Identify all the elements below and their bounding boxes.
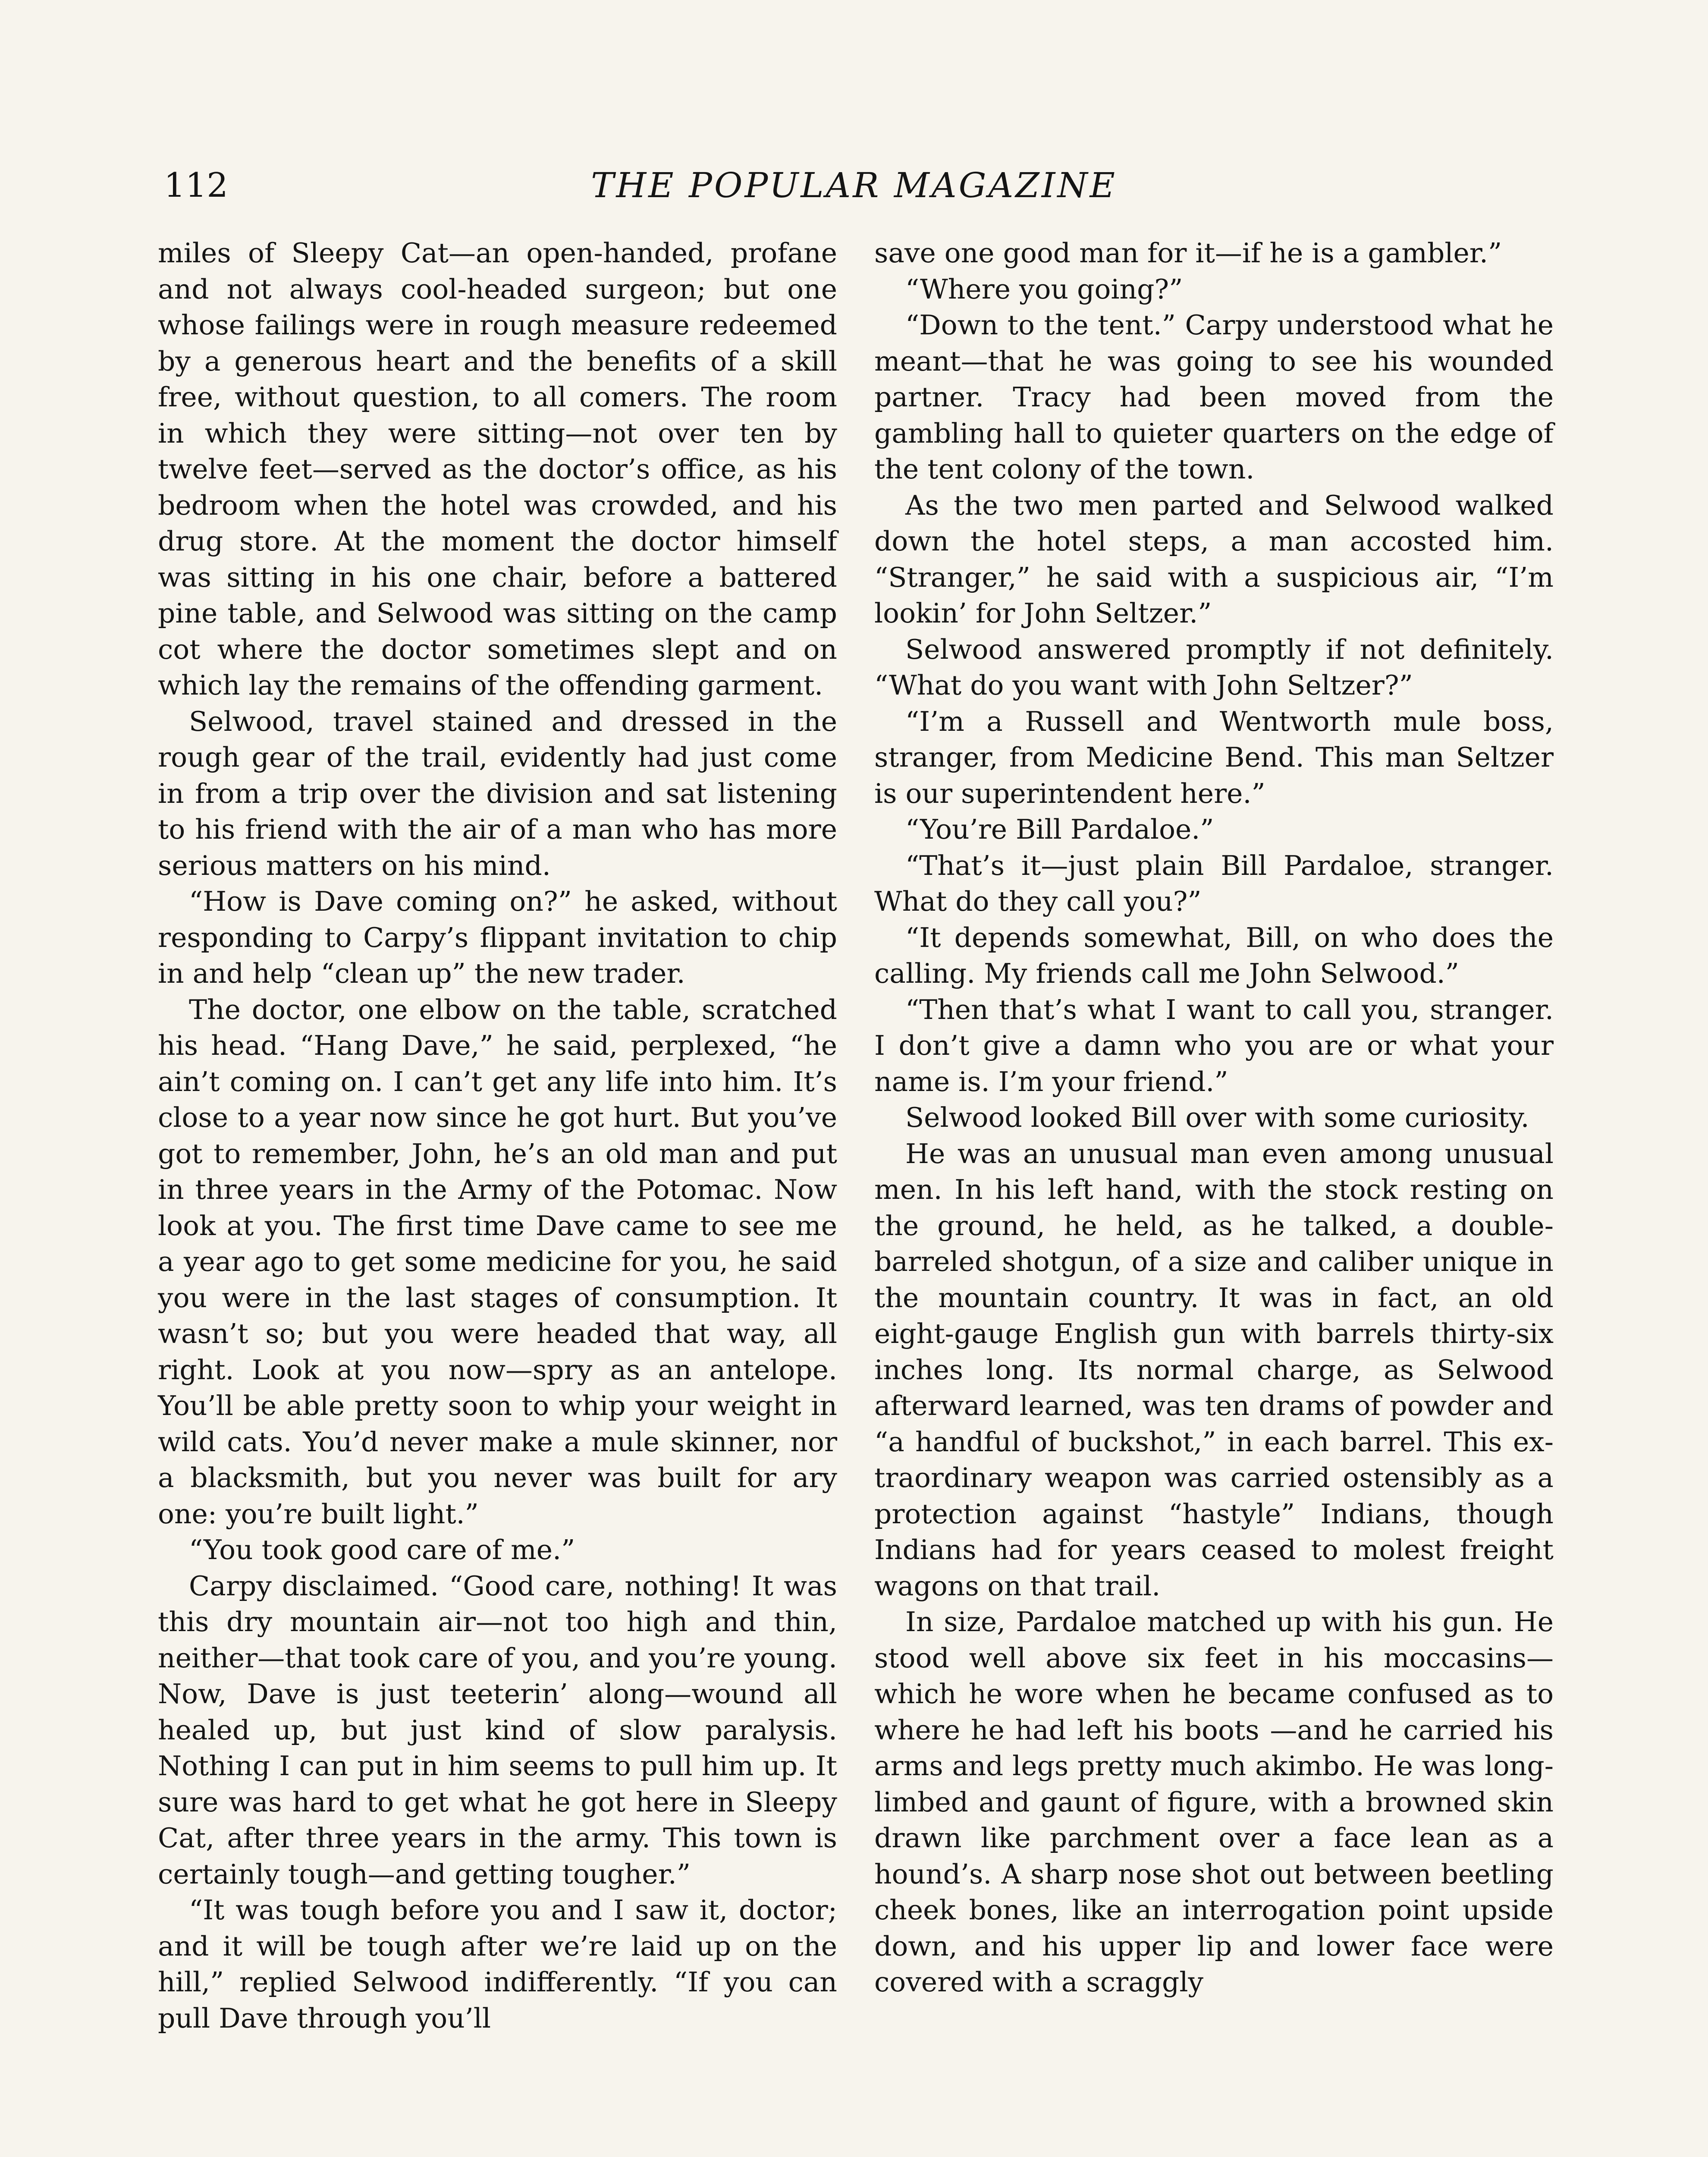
text-column-left [158, 235, 837, 2036]
paragraph: Selwood, travel stained and dressed in the rough gear of the trail, evidently had just come in from a trip over the division and sat listening to his friend with the air of a man who has more serious matters on his mind. [158, 705, 837, 881]
paragraph: “That’s it—just plain Bill Pardaloe, stranger. What do they call you?” [874, 849, 1554, 917]
page-header [158, 164, 1550, 207]
paragraph: “It depends somewhat, Bill, on who does the calling. My friends call me John Selwood.” [874, 921, 1554, 989]
paragraph: “How is Dave coming on?” he asked, without responding to Carpy’s flippant invitation to chip in and help “clean up” the new trader. [158, 886, 837, 989]
paragraph: “Where you going?” [905, 273, 1183, 305]
page-number: 112 [164, 166, 228, 205]
paragraph: save one good man for it—if he is a gambler.” [874, 237, 1502, 269]
paragraph: “It was tough before you and I saw it, doctor; and it will be tough after we’re laid up on the hill,” replied Selwood indifferently. “If you can pull Dave through you’ll [158, 1894, 837, 2034]
paragraph: “Down to the tent.” Carpy understood what he meant—that he was going to see his wounded partner. Tracy had been moved from the gambling hall to quieter quarters on the edge of the tent colony of the town. [874, 309, 1554, 485]
paragraph: He was an unusual man even among unusual men. In his left hand, with the stock resting on the ground, he held, as he talked, a double-barreled shotgun, of a size and caliber unique in the mountain country. It was in fact, an old eight-gauge English gun with barrels thirty-six inches long. Its normal charge, as Selwood afterward learned, was ten drams of powder and “a handful of buckshot,” in each barrel. This extraordinary weapon was carried ostensibly as a protection against “hastyle” Indians, though Indians had for years ceased to molest freight wagons on that trail. [874, 1138, 1554, 1602]
paragraph: miles of Sleepy Cat—an open-handed, profane and not always cool-headed surgeon; but one whose failings were in rough measure redeemed by a generous heart and the benefits of a skill free, without question, to all comers. The room in which they were sitting—not over ten by twelve feet—served as the doctor’s office, as his bedroom when the hotel was crowded, and his drug store. At the moment the doctor himself was sitting in his one chair, before a battered pine table, and Selwood was sitting on the camp cot where the doctor sometimes slept and on which lay the remains of the offending garment. [158, 237, 837, 701]
paragraph: “You’re Bill Pardaloe.” [905, 814, 1214, 845]
paragraph: “Then that’s what I want to call you, stranger. I don’t give a damn who you are or what your name is. I’m your friend.” [874, 994, 1554, 1097]
paragraph: The doctor, one elbow on the table, scratched his head. “Hang Dave,” he said, perplexed, “he ain’t coming on. I can’t get any life into him. It’s close to a year now since he got hurt. But you’ve got to remember, John, he’s an old man and put in three years in the Army of the Potomac. Now look at you. The first time Dave came to see me a year ago to get some medicine for you, he said you were in the last stages of consumption. It wasn’t so; but you were headed that way, all right. Look at you now—spry as an antelope. You’ll be able pretty soon to whip your weight in wild cats. You’d never make a mule skinner, nor a blacksmith, but you never was built for ary one: you’re built light.” [158, 994, 837, 1530]
paragraph: “You took good care of me.” [189, 1534, 575, 1566]
text-column-right [874, 235, 1554, 2000]
paragraph: “I’m a Russell and Wentworth mule boss, stranger, from Medicine Bend. This man Seltzer is our superintendent here.” [874, 705, 1554, 809]
paragraph: As the two men parted and Selwood walked down the hotel steps, a man accosted him. “Stranger,” he said with a suspicious air, “I’m lookin’ for John Seltzer.” [874, 489, 1554, 629]
paragraph: Carpy disclaimed. “Good care, nothing! It was this dry mountain air—not too high and thin, neither—that took care of you, and you’re young. Now, Dave is just teeterin’ along—wound all healed up, but just kind of slow paralysis. Nothing I can put in him seems to pull him up. It sure was hard to get what he got here in Sleepy Cat, after three years in the army. This town is certainly tough—and getting tougher.” [158, 1570, 837, 1890]
paragraph: Selwood answered promptly if not definitely. “What do you want with John Seltzer?” [874, 633, 1554, 701]
running-title: THE POPULAR MAGAZINE [591, 165, 1117, 205]
paragraph: In size, Pardaloe matched up with his gun. He stood well above six feet in his moccasins—which he wore when he became confused as to where he had left his boots —and he carried his arms and legs pretty much akimbo. He was long-limbed and gaunt of figure, with a browned skin drawn like parchment over a face lean as a hound’s. A sharp nose shot out between beetling cheek bones, like an interrogation point upside down, and his upper lip and lower face were covered with a scraggly [874, 1606, 1554, 1998]
paragraph: Selwood looked Bill over with some curiosity. [905, 1102, 1529, 1133]
